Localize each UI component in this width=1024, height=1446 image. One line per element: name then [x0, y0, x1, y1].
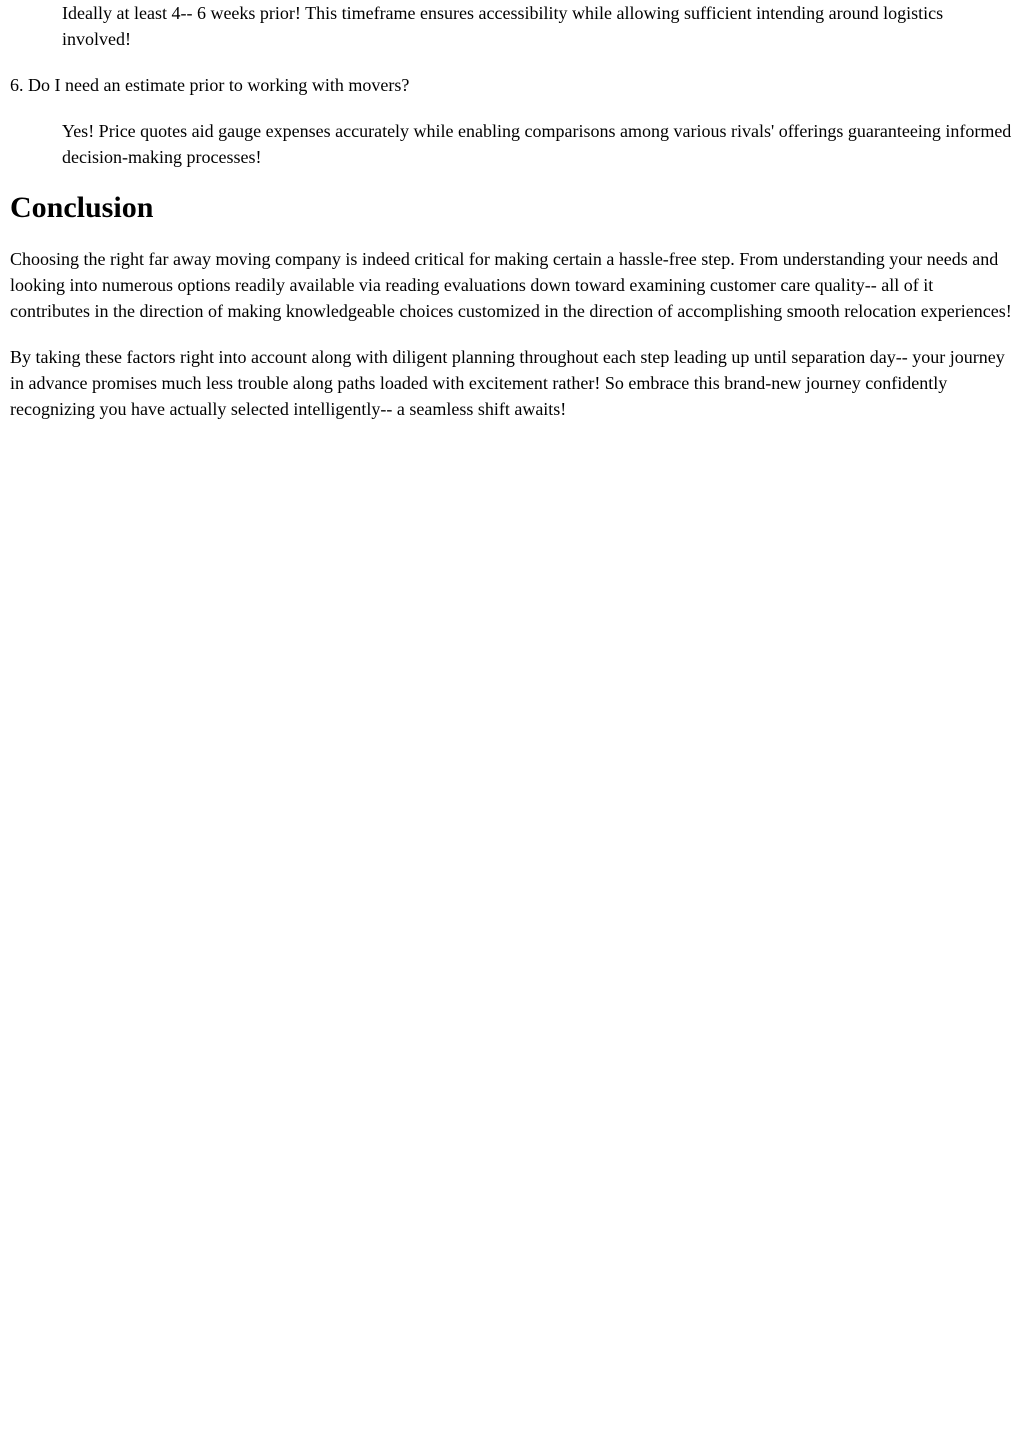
faq-question-6: 6. Do I need an estimate prior to working with movers?	[10, 75, 410, 95]
faq-answer-6: Yes! Price quotes aid gauge expenses accurately while enabling comparisons among various rivals' offerings guaranteeing informed decision-making processes!	[62, 121, 1012, 167]
faq-answer-5: Ideally at least 4-- 6 weeks prior! This timeframe ensures accessibility while allowing sufficient intending around logistics involved!	[62, 3, 944, 49]
conclusion-heading: Conclusion	[10, 191, 154, 224]
conclusion-paragraph-1: Choosing the right far away moving company is indeed critical for making certain a hassle-free step. From understanding your needs and looking into numerous options readily available via reading evaluations down toward examining customer care quality-- all of it contributes in the direction of making knowledgeable choices customized in the direction of accomplishing smooth relocation experiences!	[10, 249, 1012, 321]
conclusion-paragraph-2: By taking these factors right into account along with diligent planning throughout each step leading up until separation day-- your journey in advance promises much less trouble along paths loaded with excitement rather! So embrace this brand-new journey confidently recognizing you have actually selected intelligently-- a seamless shift awaits!	[10, 347, 1005, 419]
document-page	[0, 0, 1024, 422]
